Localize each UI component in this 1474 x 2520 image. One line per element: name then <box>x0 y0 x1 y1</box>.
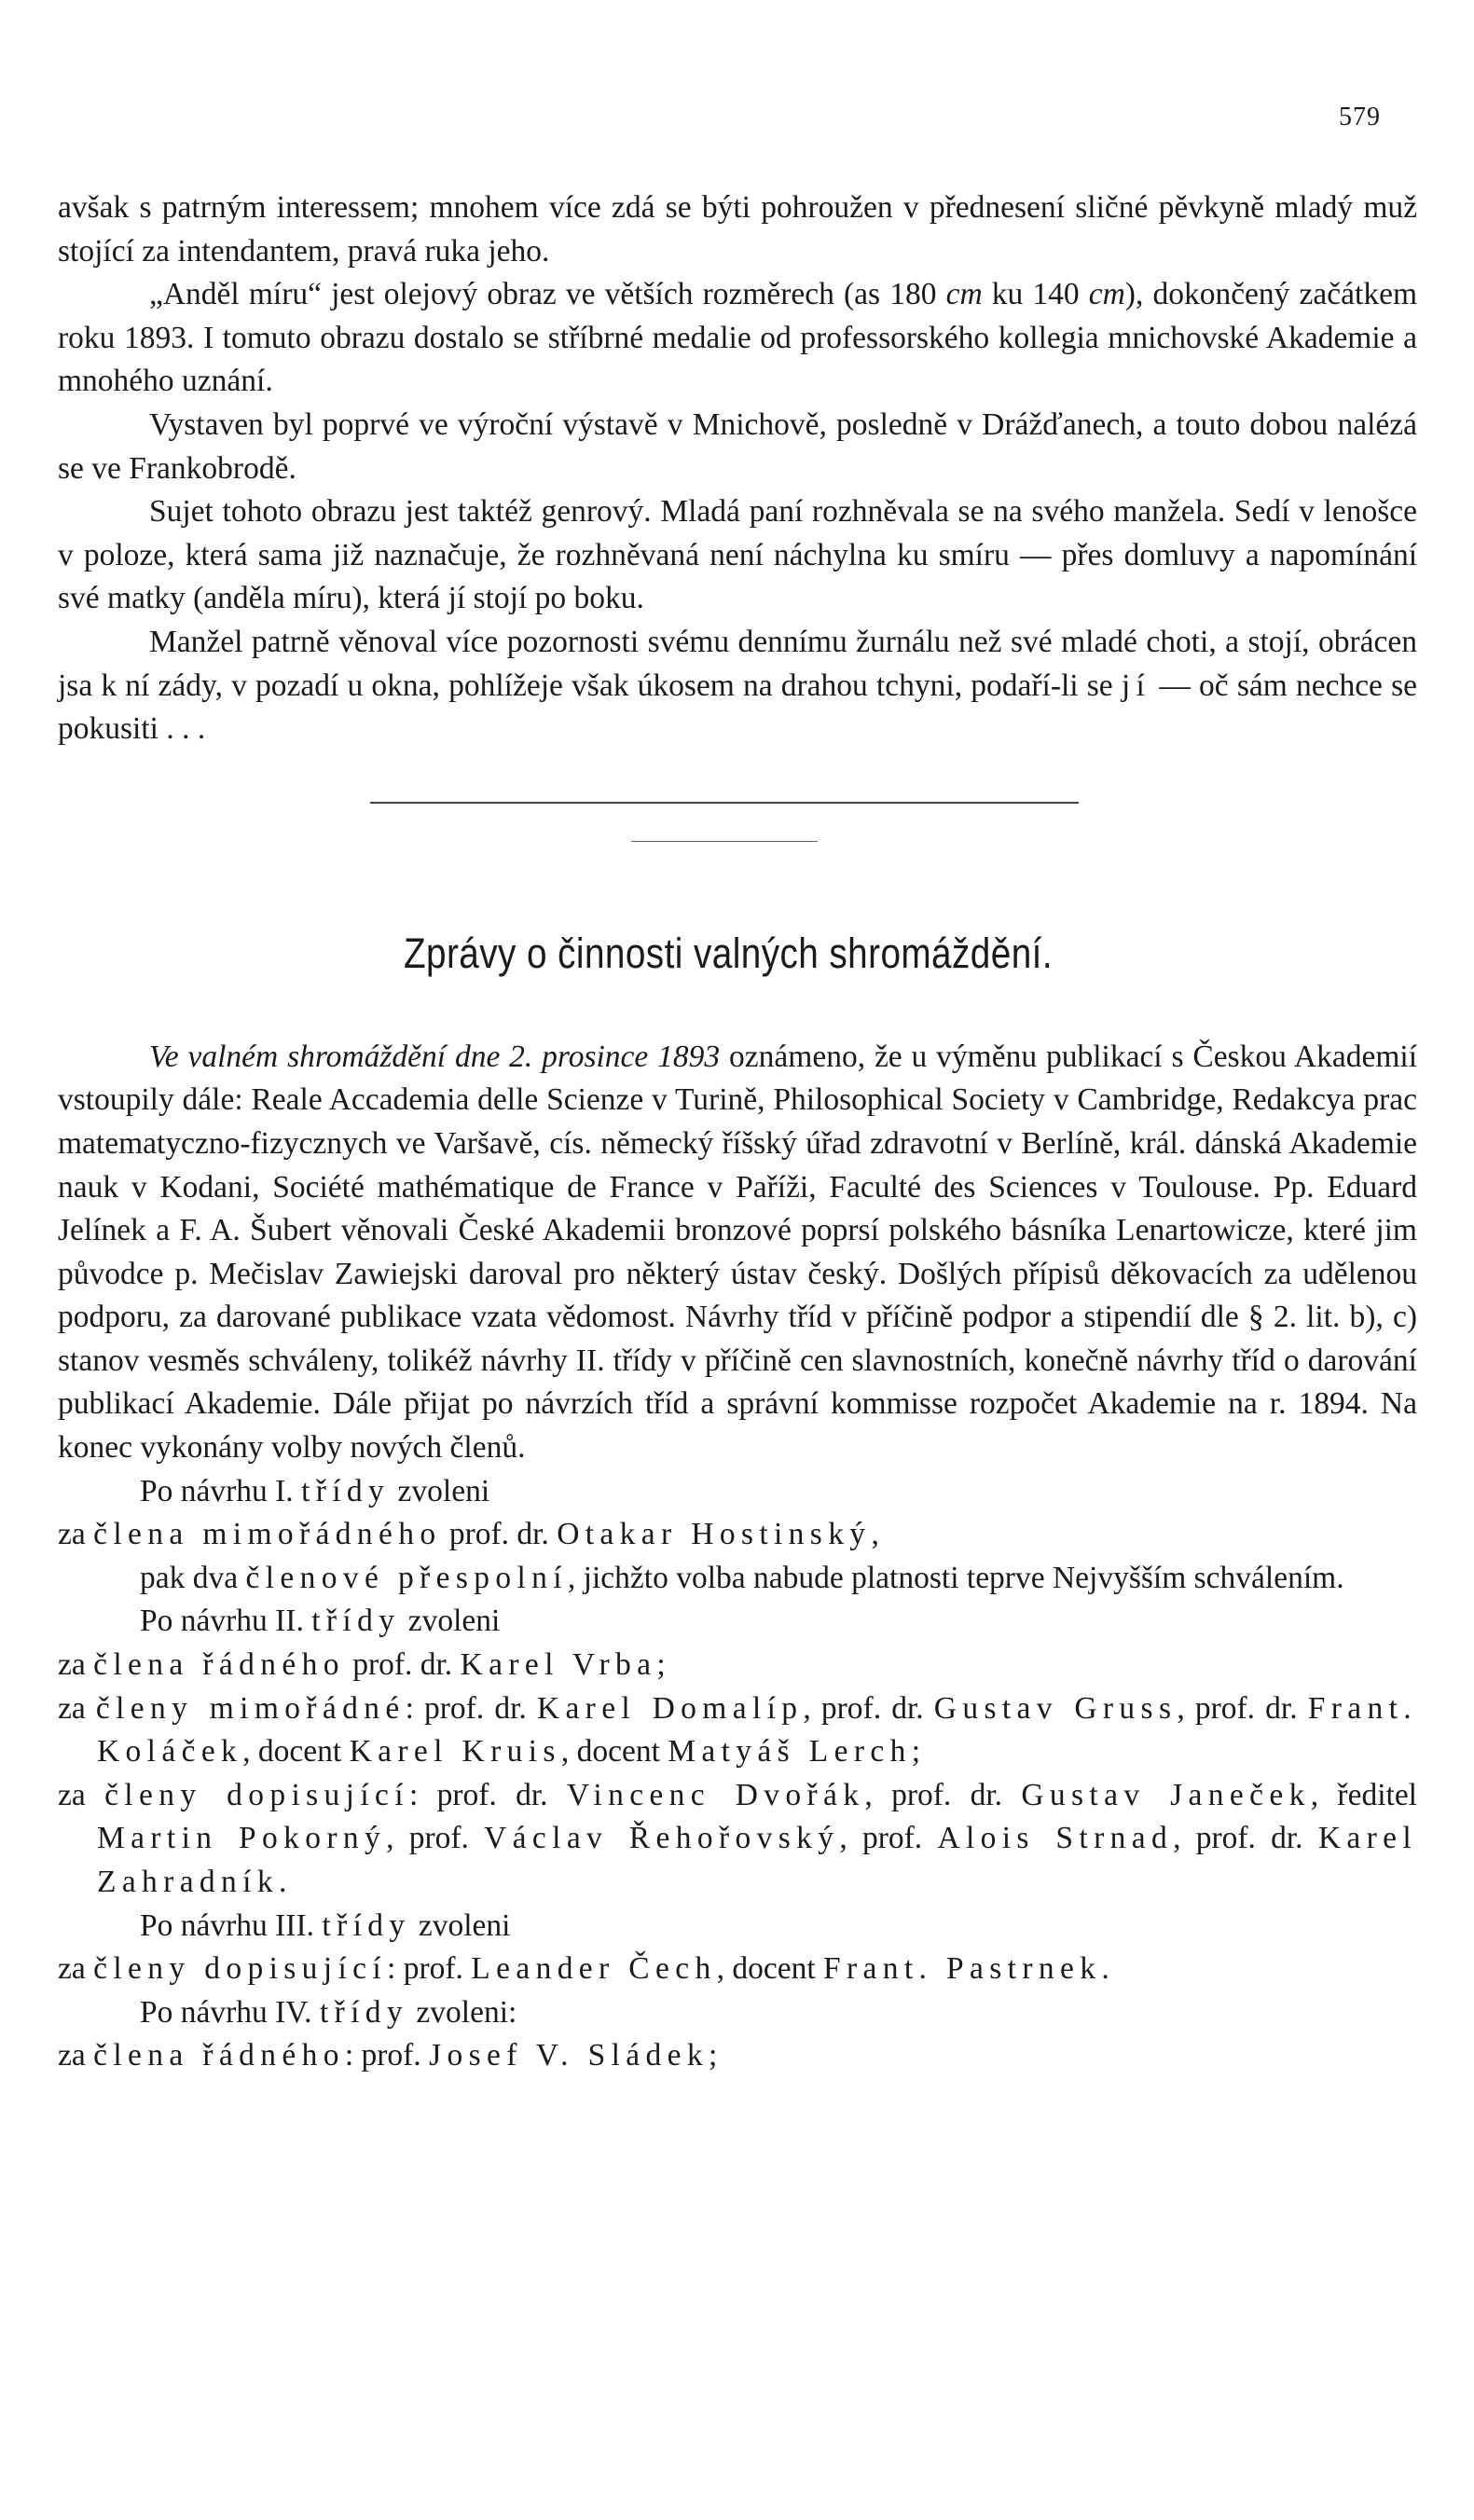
paragraph-report <box>58 1036 1417 1470</box>
member-role: členové přespolní <box>245 1560 568 1595</box>
paragraph-continuation: avšak s patrným interessem; mnohem více zdá se býti pohroužen v přednesení sličné pěvkyně mladý muž stojící za intendantem, pravá ruka jeho. <box>58 190 1417 269</box>
text-run: pak dva <box>140 1560 246 1595</box>
class-1-external <box>58 1557 1417 1601</box>
text-run: za <box>58 1690 96 1726</box>
member-name: Václav Řehořovský <box>484 1821 840 1856</box>
text-run: , docent <box>560 1734 668 1770</box>
member-role: člena řádného <box>93 2038 345 2073</box>
class-3-header <box>58 1905 1417 1949</box>
member-name: Vincenc Dvořák <box>566 1777 865 1812</box>
text-run: , prof. <box>839 1821 938 1856</box>
paragraph-andel-miru <box>58 273 1417 404</box>
text-run: : prof. <box>387 1951 472 1987</box>
text-run: prof. dr. <box>344 1647 461 1683</box>
text-run: : prof. dr. <box>408 1777 567 1812</box>
class-2-corresponding <box>58 1774 1417 1905</box>
class-2-extraordinary <box>58 1687 1417 1774</box>
member-name: Alois Strnad <box>937 1821 1174 1856</box>
text-run: ), dokončený začátkem roku 1893. I tomuto obrazu dostalo se stříbrné medalie od professorského kollegia mnichovské Akademie a mnohého uznání. <box>58 277 1417 399</box>
text-run: za <box>58 2038 94 2073</box>
text-run: zvoleni <box>410 1907 511 1943</box>
emphasis-ji: jí <box>1121 668 1151 703</box>
text-run: za <box>58 1777 105 1812</box>
text-run: ; <box>708 2038 718 2073</box>
paragraph-sujet: Sujet tohoto obrazu jest taktéž genrový. Mladá paní rozhněvala se na svého manžela. Sedí v lenošce v poloze, která sama již naznačuje, že rozhněvaná není náchylna ku smíru — přes domluvy a napomínání své matky (anděla míru), která jí stojí po boku. <box>58 494 1417 616</box>
text-run: , prof. dr. <box>1177 1690 1308 1726</box>
member-name: Otakar Hostinský <box>557 1517 872 1552</box>
elections-list <box>58 1470 1417 2078</box>
class-4-header <box>58 1991 1417 2035</box>
member-name: Matyáš Lerch <box>668 1734 912 1770</box>
member-name: Karel Vrba <box>460 1647 657 1683</box>
member-name: Martin Pokorný <box>97 1821 387 1856</box>
page-body <box>58 186 1417 2078</box>
report-date: Ve valném shromáždění dne 2. prosince 1893 <box>149 1039 721 1074</box>
paragraph-vystaven: Vystaven byl poprvé ve výroční výstavě v Mnichově, posledně v Drážďanech, a touto dobou nalézá se ve Frankobrodě. <box>58 406 1417 486</box>
section-divider-long <box>370 802 1079 804</box>
class-1-extraordinary <box>58 1513 1417 1557</box>
text-run: , prof. <box>386 1821 485 1856</box>
member-name: Josef V. Sládek <box>429 2038 709 2073</box>
member-role: členy dopisující <box>93 1951 388 1987</box>
text-run: , prof. dr. <box>864 1777 1022 1812</box>
text-run: „Anděl míru“ jest olejový obraz ve větších rozměrech (as 180 <box>149 277 937 312</box>
class-1-header <box>58 1470 1417 1514</box>
class-2-regular <box>58 1644 1417 1687</box>
member-name: Leander Čech <box>471 1951 717 1987</box>
text-run: za <box>58 1517 94 1552</box>
class-4-regular <box>58 2034 1417 2078</box>
emphasis-trida: třídy <box>311 1604 401 1639</box>
emphasis-trida: třídy <box>322 1907 411 1943</box>
text-run: : prof. <box>344 2038 430 2073</box>
unit-cm: cm <box>1088 277 1125 312</box>
member-name: Karel Kruis <box>349 1734 561 1770</box>
text-run: zvoleni <box>390 1473 490 1508</box>
text-run: prof. dr. <box>441 1517 558 1552</box>
text-run: . <box>1101 1951 1109 1987</box>
member-name: Gustav Gruss <box>933 1690 1178 1726</box>
text-run: Po návrhu I. <box>140 1473 302 1508</box>
text-run: , docent <box>242 1734 350 1770</box>
text-run: : prof. dr. <box>405 1690 537 1726</box>
text-run: . <box>278 1865 287 1899</box>
paragraph-manzel <box>58 621 1417 751</box>
member-name: Frant. Koláček <box>97 1690 1418 1770</box>
text-run: zvoleni <box>400 1604 501 1639</box>
member-name: Karel Domalíp <box>536 1690 804 1726</box>
text-run: ; <box>911 1734 921 1770</box>
text-run: za <box>58 1647 94 1683</box>
member-role: členy mimořádné <box>95 1690 406 1726</box>
text-run: ku 140 <box>982 277 1089 312</box>
member-name: Karel Zahradník <box>97 1821 1418 1899</box>
text-run: , prof. dr. <box>1173 1821 1318 1856</box>
member-name: Frant. Pastrnek <box>823 1951 1102 1987</box>
section-heading: Zprávy o činnosti valných shromáždění. <box>403 929 1054 977</box>
emphasis-trida: třídy <box>319 1994 409 2030</box>
text-run: , prof. dr. <box>803 1690 934 1726</box>
text-run: , ředitel <box>1310 1777 1417 1812</box>
page-number: 579 <box>1339 103 1381 131</box>
text-run: Po návrhu III. <box>140 1907 323 1943</box>
section-divider-short <box>631 841 818 842</box>
unit-cm: cm <box>945 277 983 312</box>
report-body: oznámeno, že u výměnu publikací s Českou Akademií vstoupily dále: Reale Accademia delle Scienze v Turině, Philosophical Society v Cambridge, Redakcya prac matematyczno-fizycznych ve Varšavě, cís. německý říšský úřad zdravotní v Berlíně, král. dánská Akademie nauk v Kodani, Société mathématique de France v Paříži, Faculté des Sciences v Toulouse. Pp. Eduard Jelínek a F. A. Šubert věnovali České Akademii bronzové poprsí polského básníka Lenartowicze, které jim původce p. Mečislav Zawiejski daroval pro některý ústav český. Došlých přípisů děkovacích za udělenou podporu, za darované publikace vzata vědomost. Návrhy tříd v příčině podpor a stipendií dle § 2. lit. b), c) stanov vesměs schváleny, tolikéž návrhy II. třídy v příčině cen slavnostních, konečně návrhy tříd o darování publikací Akademie. Dále přijat po návrzích tříd a správní kommisse rozpočet Akademie na r. 1894. Na konec vykonány volby nových členů. <box>58 1039 1418 1466</box>
text-run: , docent <box>716 1951 824 1987</box>
text-run: ; <box>656 1647 666 1683</box>
text-run: za <box>58 1951 94 1987</box>
text-run: — oč sám nechce se pokusiti . . . <box>58 668 1418 747</box>
class-3-corresponding <box>58 1948 1417 1991</box>
text-run: , jichžto volba nabude platnosti teprve Nejvyšším schválením. <box>567 1560 1344 1595</box>
text-run: Po návrhu II. <box>140 1604 312 1639</box>
text-run: Po návrhu IV. <box>140 1994 320 2030</box>
emphasis-trida: třídy <box>301 1473 391 1508</box>
text-run: Manžel patrně věnoval více pozornosti svému dennímu žurnálu než své mladé choti, a stojí, obrácen jsa k ní zády, v pozadí u okna, pohlížeje však úkosem na drahou tchyni, podaří-li se <box>58 624 1417 703</box>
text-run: zvoleni: <box>408 1994 517 2030</box>
member-role: členy dopisující <box>104 1777 409 1812</box>
text-run: , <box>871 1517 879 1552</box>
member-role: člena řádného <box>93 1647 345 1683</box>
member-role: člena mimořádného <box>93 1517 442 1552</box>
member-name: Gustav Janeček <box>1021 1777 1311 1812</box>
class-2-header <box>58 1600 1417 1644</box>
